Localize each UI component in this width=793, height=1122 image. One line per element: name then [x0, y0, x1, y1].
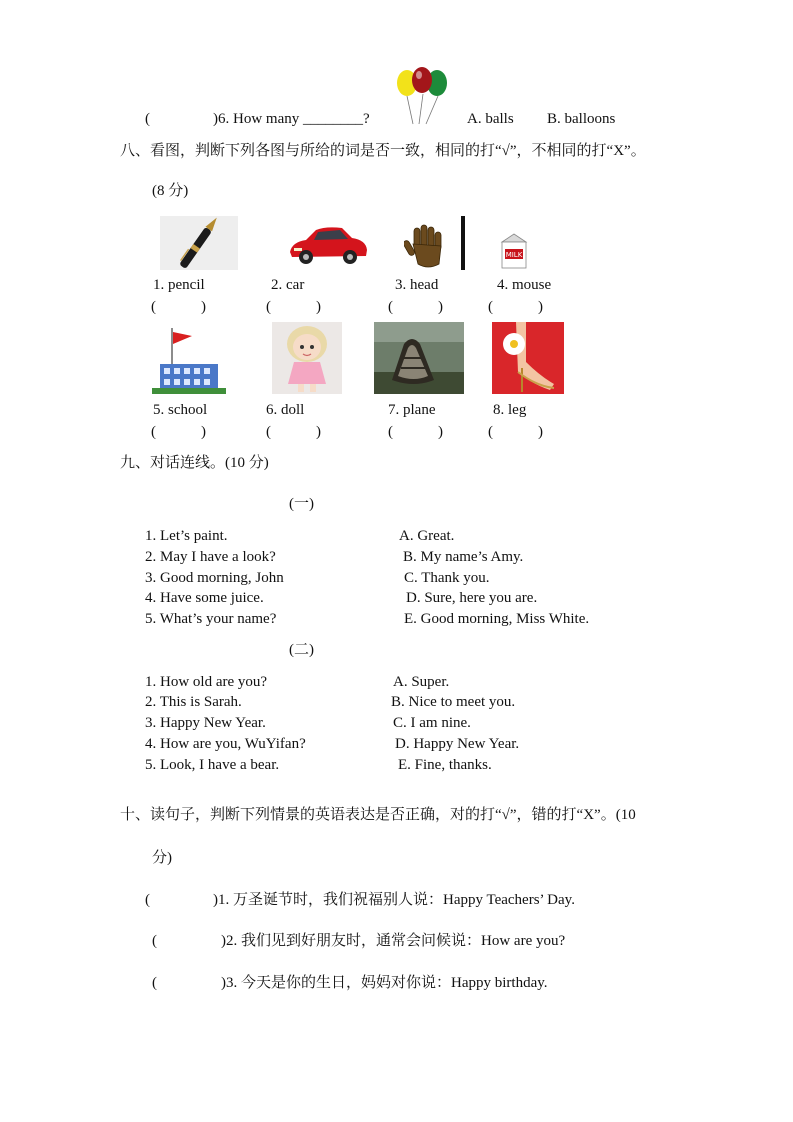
- boat-icon: [374, 322, 464, 394]
- question-text: )1. 万圣诞节时，我们祝福别人说：Happy Teachers’ Day.: [213, 892, 575, 908]
- dialog-right-item: D. Sure, here you are.: [406, 590, 538, 606]
- school-flag-icon: [152, 324, 226, 394]
- q6-question-text: )6. How many ________?: [213, 111, 370, 127]
- section10-title: 十、读句子，判断下列情景的英语表达是否正确，对的打“√”，错的打“X”。(10: [120, 807, 636, 823]
- question-text: )2. 我们见到好朋友时，通常会问候说：How are you?: [221, 933, 566, 949]
- item-label: 2. car: [271, 277, 305, 293]
- svg-text:MILK: MILK: [505, 251, 523, 259]
- section8-score: (8 分): [152, 183, 189, 199]
- dialog-left-item: 5. Look, I have a bear.: [145, 757, 280, 773]
- pen-icon: [160, 216, 238, 270]
- answer-blank[interactable]: ( ): [488, 424, 543, 440]
- part1-title: (一): [289, 496, 314, 512]
- answer-blank[interactable]: ( ): [266, 299, 321, 315]
- dialog-left-item: 3. Happy New Year.: [145, 715, 266, 731]
- dialog-right-item: C. Thank you.: [404, 570, 490, 586]
- dialog-left-item: 1. Let’s paint.: [145, 528, 228, 544]
- dialog-left-item: 5. What’s your name?: [145, 611, 277, 627]
- part2-title: (二): [289, 642, 314, 658]
- section8-title: 八、看图，判断下列各图与所给的词是否一致，相同的打“√”，不相同的打“X”。: [120, 143, 646, 159]
- answer-blank[interactable]: ( ): [151, 424, 206, 440]
- dialog-left-item: 4. Have some juice.: [145, 590, 264, 606]
- answer-blank[interactable]: ( ): [488, 299, 543, 315]
- balloons-icon: [393, 66, 451, 126]
- q6-option-a: A. balls: [467, 111, 514, 127]
- dialog-right-item: B. My name’s Amy.: [403, 549, 524, 565]
- dialog-left-item: 2. May I have a look?: [145, 549, 276, 565]
- answer-blank[interactable]: ( ): [266, 424, 321, 440]
- dialog-right-item: A. Great.: [399, 528, 455, 544]
- dialog-left-item: 3. Good morning, John: [145, 570, 284, 586]
- answer-paren-open: (: [145, 892, 150, 908]
- q6-option-b: B. balloons: [547, 111, 616, 127]
- dialog-right-item: E. Good morning, Miss White.: [404, 611, 590, 627]
- answer-paren-open: (: [152, 975, 157, 991]
- hand-icon: [404, 224, 448, 270]
- doll-icon: [272, 322, 342, 394]
- answer-paren-open: (: [152, 933, 157, 949]
- dialog-left-item: 4. How are you, WuYifan?: [145, 736, 306, 752]
- dialog-right-item: C. I am nine.: [393, 715, 471, 731]
- dialog-right-item: E. Fine, thanks.: [398, 757, 492, 773]
- milk-carton-icon: [496, 232, 532, 270]
- dialog-right-item: D. Happy New Year.: [395, 736, 520, 752]
- answer-paren-open: (: [145, 111, 150, 127]
- foot-icon: [492, 322, 564, 394]
- car-icon: [286, 220, 370, 268]
- question-text: )3. 今天是你的生日，妈妈对你说：Happy birthday.: [221, 975, 548, 991]
- section9-title: 九、对话连线。(10 分): [120, 455, 269, 471]
- dialog-right-item: A. Super.: [393, 674, 450, 690]
- dialog-left-item: 2. This is Sarah.: [145, 694, 242, 710]
- dialog-left-item: 1. How old are you?: [145, 674, 268, 690]
- section10-title-cont: 分): [152, 850, 172, 866]
- item-label: 4. mouse: [497, 277, 552, 293]
- answer-blank[interactable]: ( ): [388, 424, 443, 440]
- item-label: 8. leg: [493, 402, 527, 418]
- answer-blank[interactable]: ( ): [151, 299, 206, 315]
- dialog-right-item: B. Nice to meet you.: [391, 694, 516, 710]
- item-label: 5. school: [153, 402, 208, 418]
- divider-bar: [461, 216, 465, 270]
- item-label: 1. pencil: [153, 277, 205, 293]
- item-label: 6. doll: [266, 402, 305, 418]
- item-label: 3. head: [395, 277, 439, 293]
- item-label: 7. plane: [388, 402, 436, 418]
- answer-blank[interactable]: ( ): [388, 299, 443, 315]
